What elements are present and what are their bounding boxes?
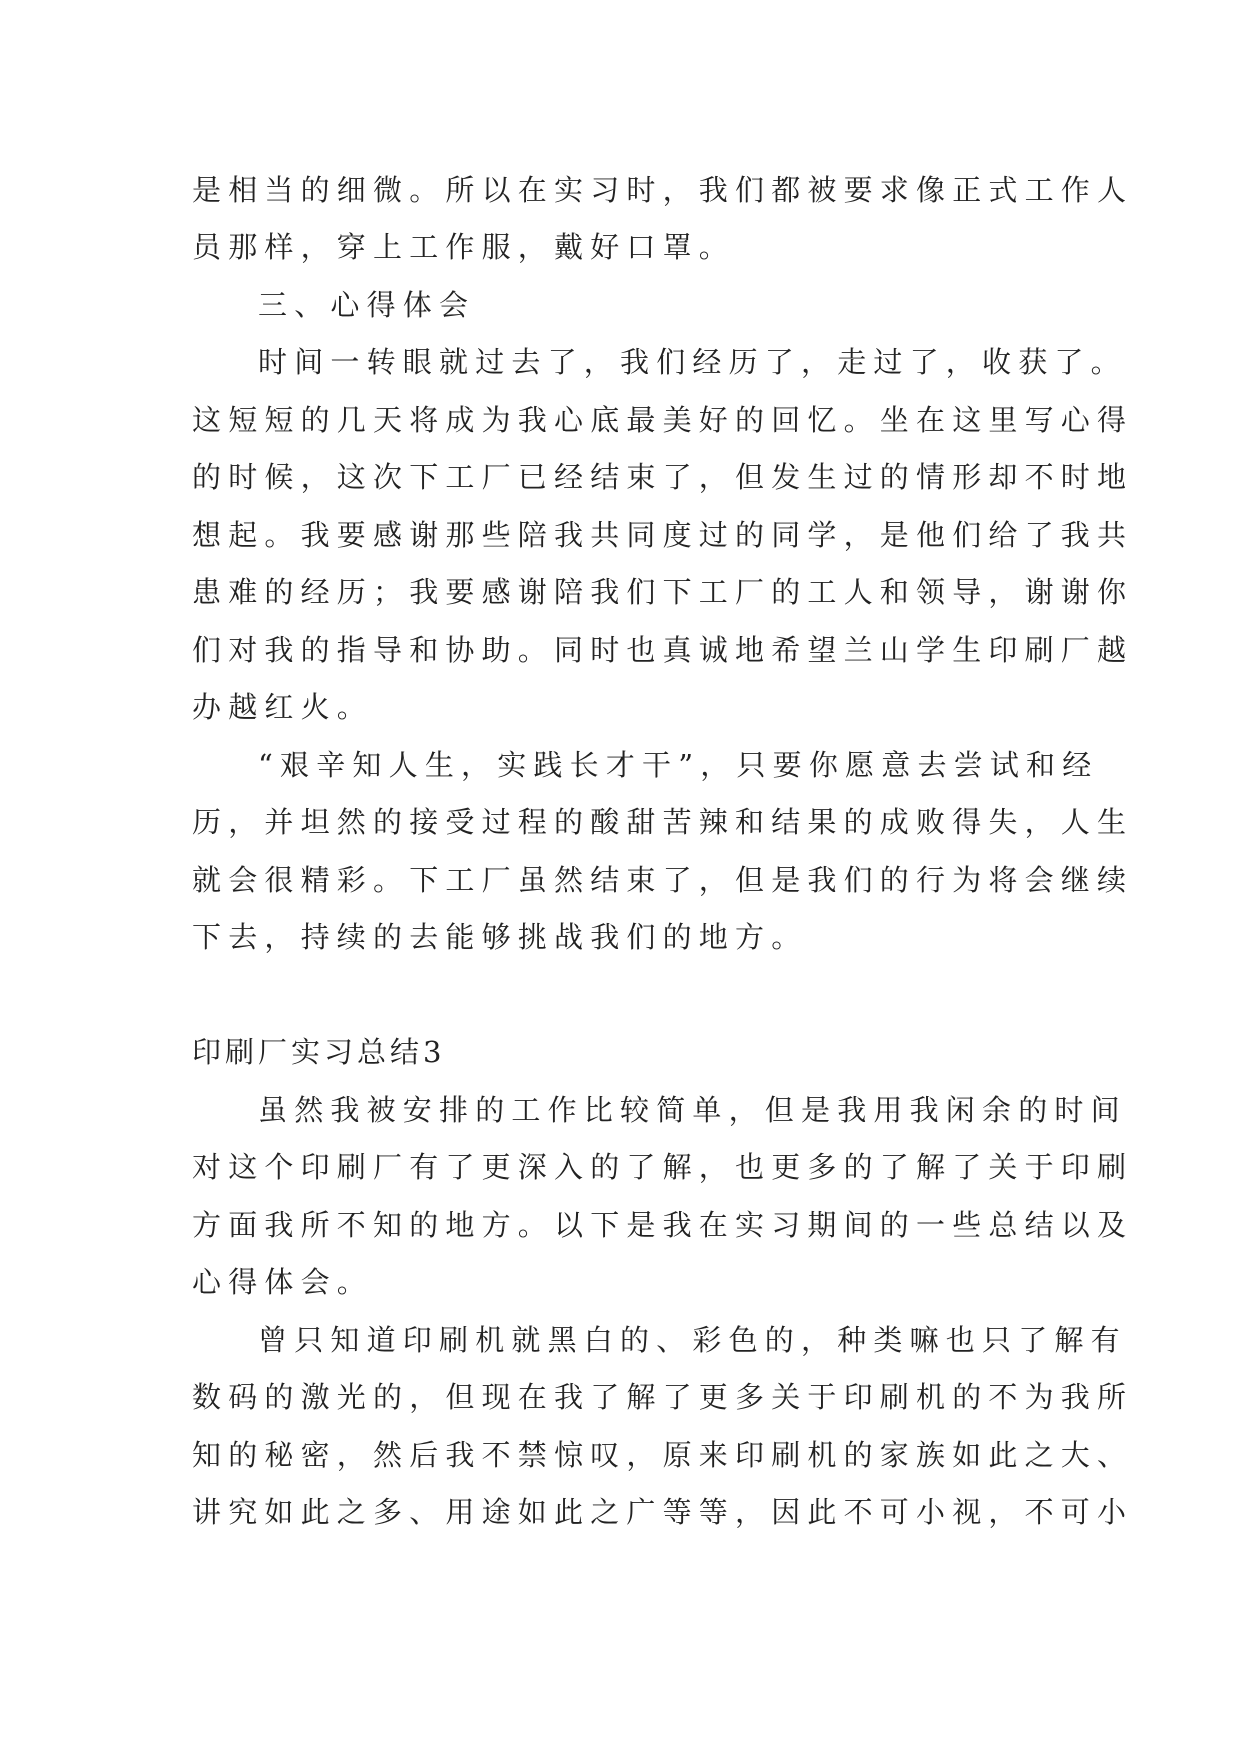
text-line: 数码的激光的，但现在我了解了更多关于印刷机的不为我所 xyxy=(192,1380,1134,1414)
text-line: 方面我所不知的地方。以下是我在实习期间的一些总结以及 xyxy=(192,1208,1134,1242)
text-line: 这短短的几天将成为我心底最美好的回忆。坐在这里写心得 xyxy=(192,403,1134,437)
text-line: 想起。我要感谢那些陪我共同度过的同学，是他们给了我共 xyxy=(192,518,1134,552)
text-line: “艰辛知人生，实践长才干”，只要你愿意去尝试和经 xyxy=(258,748,1099,782)
text-line: 心得体会。 xyxy=(192,1265,374,1299)
text-line: 办越红火。 xyxy=(192,690,374,724)
section-heading: 三、心得体会 xyxy=(258,288,476,322)
text-line: 历，并坦然的接受过程的酸甜苦辣和结果的成败得失，人生 xyxy=(192,805,1134,839)
text-line: 下去，持续的去能够挑战我们的地方。 xyxy=(192,920,808,954)
text-line: 对这个印刷厂有了更深入的了解，也更多的了解了关于印刷 xyxy=(192,1150,1134,1184)
text-line: 知的秘密，然后我不禁惊叹，原来印刷机的家族如此之大、 xyxy=(192,1438,1134,1472)
text-line: 讲究如此之多、用途如此之广等等，因此不可小视，不可小 xyxy=(192,1495,1134,1529)
text-line: 是相当的细微。所以在实习时，我们都被要求像正式工作人 xyxy=(192,173,1134,207)
text-line: 就会很精彩。下工厂虽然结束了，但是我们的行为将会继续 xyxy=(192,863,1134,897)
text-line: 时间一转眼就过去了，我们经历了，走过了，收获了。 xyxy=(258,345,1127,379)
text-line: 们对我的指导和协助。同时也真诚地希望兰山学生印刷厂越 xyxy=(192,633,1134,667)
article-title: 印刷厂实习总结3 xyxy=(192,1035,446,1069)
text-line: 患难的经历；我要感谢陪我们下工厂的工人和领导，谢谢你 xyxy=(192,575,1134,609)
text-line: 曾只知道印刷机就黑白的、彩色的，种类嘛也只了解有 xyxy=(258,1323,1127,1357)
text-line: 的时候，这次下工厂已经结束了，但发生过的情形却不时地 xyxy=(192,460,1134,494)
text-line: 虽然我被安排的工作比较简单，但是我用我闲余的时间 xyxy=(258,1093,1127,1127)
text-line: 员那样，穿上工作服，戴好口罩。 xyxy=(192,230,736,264)
